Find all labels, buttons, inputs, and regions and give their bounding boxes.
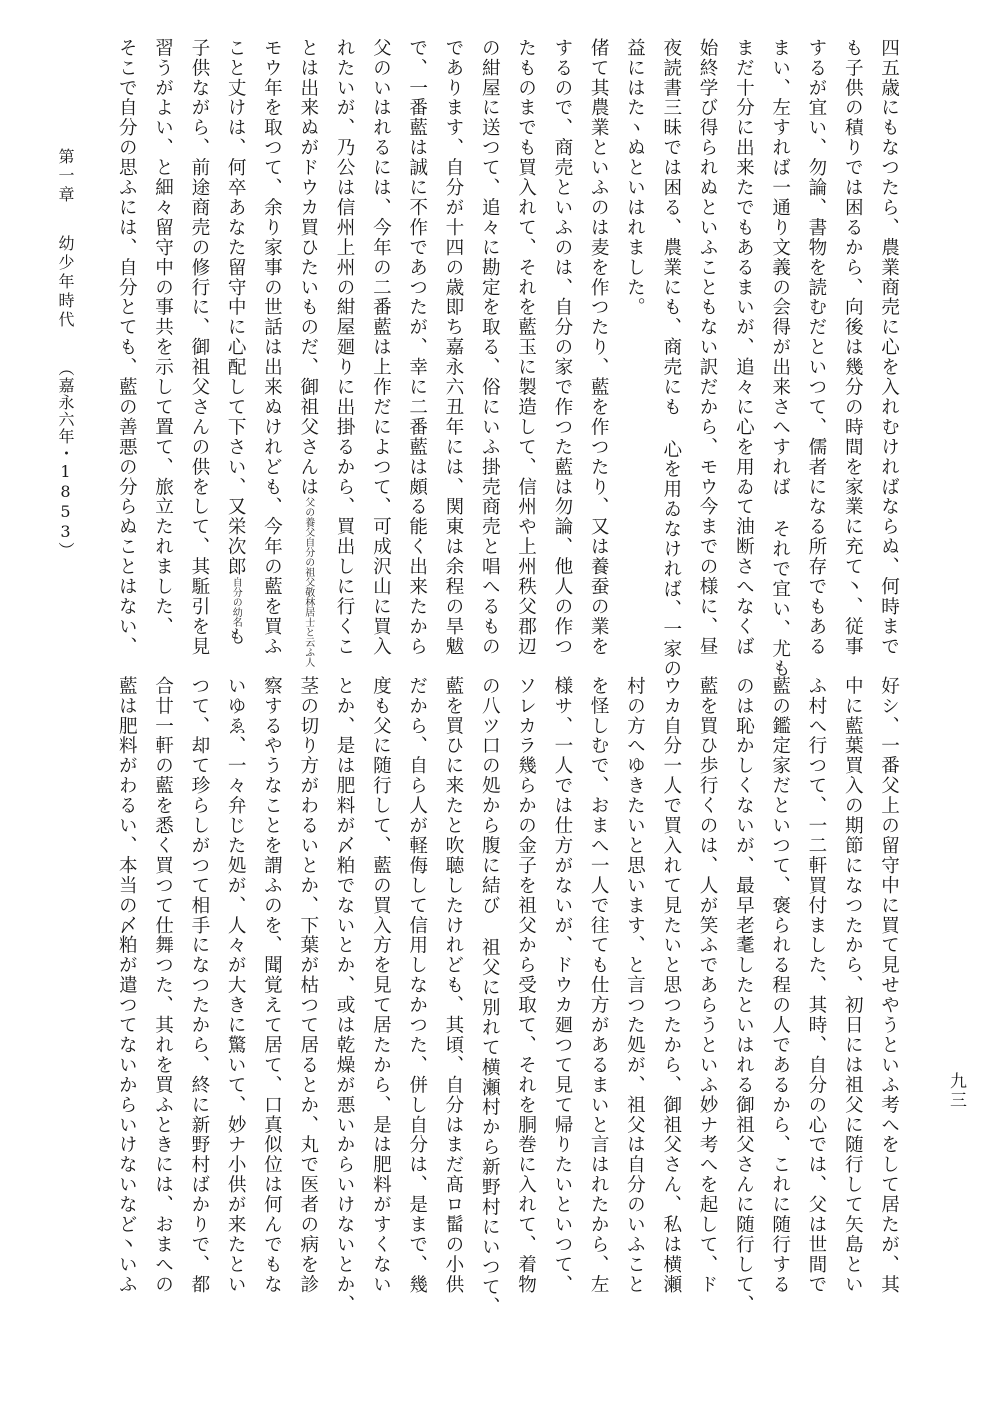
text-column: [298, 38, 317, 667]
page-number: 九三: [946, 1072, 966, 1110]
text-column: とか、是は肥料が〆粕でないとか、或は乾燥が悪いからいけないとか、: [334, 676, 356, 1315]
text-column: 益にはたヽぬといはれました。: [624, 38, 646, 318]
running-head: [54, 148, 77, 559]
text-column: [226, 38, 245, 647]
text-column: 始終学び得られぬといふこともない訳だから、モウ今までの様に、昼: [697, 38, 719, 657]
text-column: 中に藍葉買入の期節になつたから、初日には祖父に随行して矢島とい: [842, 676, 864, 1295]
text-column: いゆゑ、一々弁じた処が、人々が大きに驚いて、妙ナ小供が来たとい: [225, 676, 247, 1295]
text-column: だから、自ら人が軽侮して信用しなかつた、併し自分は、是まで、幾: [406, 676, 428, 1295]
text-column: の紺屋に送つて、追々に勘定を取る、俗にいふ掛売商売と唱へるもの: [479, 38, 501, 657]
text-column: つて、却て珍らしがつて相手になつたから、終に新野村ばかりで、都: [188, 676, 210, 1295]
text-column: まだ十分に出来たでもあるまいが、追々に心を用ゐて油断さへなくば: [733, 38, 755, 657]
text-run: とは出来ぬがドウカ買ひたいものだ、御祖父さんは: [297, 38, 319, 497]
text-column: まい、左すれば一通り文義の会得が出来さへすれば それで宜い、尤も: [769, 38, 791, 679]
inline-annotation: 敬林居士と云ふ人: [302, 586, 314, 667]
text-column: するので、商売といふのは、自分の家で作つた藍は勿論、他人の作つ: [551, 38, 573, 657]
text-column: 藍を買ひ歩行くのは、人が笑ふであらうといふ妙ナ考へを起して、ド: [697, 676, 719, 1295]
text-column: 子供ながら、前途商売の修行に、御祖父さんの供をして、其駈引を見: [188, 38, 210, 657]
text-column: を怪しむで、おまへ一人で往ても仕方があるまいと言はれたから、左: [588, 676, 610, 1295]
text-column: たものまでも買入れて、それを藍玉に製造して、信州や上州秩父郡辺: [515, 38, 537, 657]
text-column: 四五歳にもなつたら、農業商売に心を入れむければならぬ、何時まで: [878, 38, 900, 657]
text-column: 藍の鑑定家だといつて、褒られる程の人であるから、これに随行する: [769, 676, 791, 1295]
inline-annotation: 父の養父自分の祖父: [302, 496, 314, 587]
text-column: 偖て其農業といふのは麦を作つたり、藍を作つたり、又は養蚕の業を: [588, 38, 610, 657]
text-column: 好シ、一番父上の留守中に買て見せやうといふ考へをして居たが、其: [878, 676, 900, 1295]
text-column: 茎の切り方がわるいとか、下葉が枯つて居るとか、丸で医者の病を診: [297, 676, 319, 1295]
text-column: 度も父に随行して、藍の買入方を見て居たから、是は肥料がすくない: [370, 676, 392, 1295]
text-run: も: [225, 626, 247, 647]
text-column: 村の方へゆきたいと思います、と言つた処が、祖父は自分のいふこと: [624, 676, 646, 1295]
text-column: れたいが、乃公は信州上州の紺屋廻りに出掛るから、買出しに行くこ: [334, 38, 356, 657]
text-column: 合廿一軒の藍を悉く買つて仕舞つた、其れを買ふときには、おまへの: [152, 676, 174, 1295]
chapter-number: 第一章: [56, 148, 75, 205]
text-column: 察するやうなことを謂ふのを、聞覚えて居て、口真似位は何んでもな: [261, 676, 283, 1295]
inline-annotation: 自分の: [230, 576, 242, 607]
chapter-title: 幼少年時代: [56, 235, 75, 330]
text-column: 父のいはれるには、今年の二番藍は上作だによつて、可成沢山に買入: [370, 38, 392, 657]
text-column: のは恥かしくないが、最早老耄したといはれる御祖父さんに随行して、: [733, 676, 755, 1315]
text-column: するが宜い、勿論、書物を読むだといつて、儒者になる所存でもある: [805, 38, 827, 657]
text-column: 習うがよい、と細々留守中の事共を示して置て、旅立たれました、: [152, 38, 174, 637]
text-column: 藍は肥料がわるい、本当の〆粕が遣つてないからいけないなど丶いふ: [116, 676, 138, 1295]
text-column: ふ村へ行つて、一二軒買付ました、其時、自分の心では、父は世間で: [805, 676, 827, 1295]
text-column: も子供の積りでは困るから、向後は幾分の時間を家業に充て丶、従事: [842, 38, 864, 657]
inline-annotation: 幼名: [230, 606, 242, 627]
chapter-date: （嘉永六年・1853）: [56, 360, 75, 559]
text-column: モウ年を取つて、余り家事の世話は出来ぬけれども、今年の藍を買ふ: [261, 38, 283, 657]
text-run: こと丈けは、何卒あなた留守中に心配して下さい、又栄次郎: [225, 38, 247, 577]
text-column: ソレカラ幾らかの金子を祖父から受取て、それを胴巻に入れて、着物: [515, 676, 537, 1295]
text-column: であります、自分が十四の歳即ち嘉永六丑年には、関東は余程の旱魃: [442, 38, 464, 657]
text-column: の八ツ口の処から腹に結び 祖父に別れて横瀬村から新野村にいつて、: [479, 676, 501, 1317]
text-column: 様サ、一人では仕方がないが、ドウカ廻つて見て帰りたいといつて、: [551, 676, 573, 1295]
text-column: 藍を買ひに来たと吹聴したけれども、其頃、自分はまだ髙ロ髷の小供: [442, 676, 464, 1295]
text-column: 夜読書三昧では困る、農業にも、商売にも 心を用ゐなければ、一家の: [660, 38, 682, 679]
text-column: ウカ自分一人で買入れて見たいと思つたから、御祖父さん、私は横瀬: [660, 676, 682, 1295]
text-column: で、一番藍は誠に不作であつたが、幸に二番藍は頗る能く出来たから: [406, 38, 428, 657]
text-column: そこで自分の思ふには、自分とても、藍の善悪の分らぬことはない、: [116, 38, 138, 657]
